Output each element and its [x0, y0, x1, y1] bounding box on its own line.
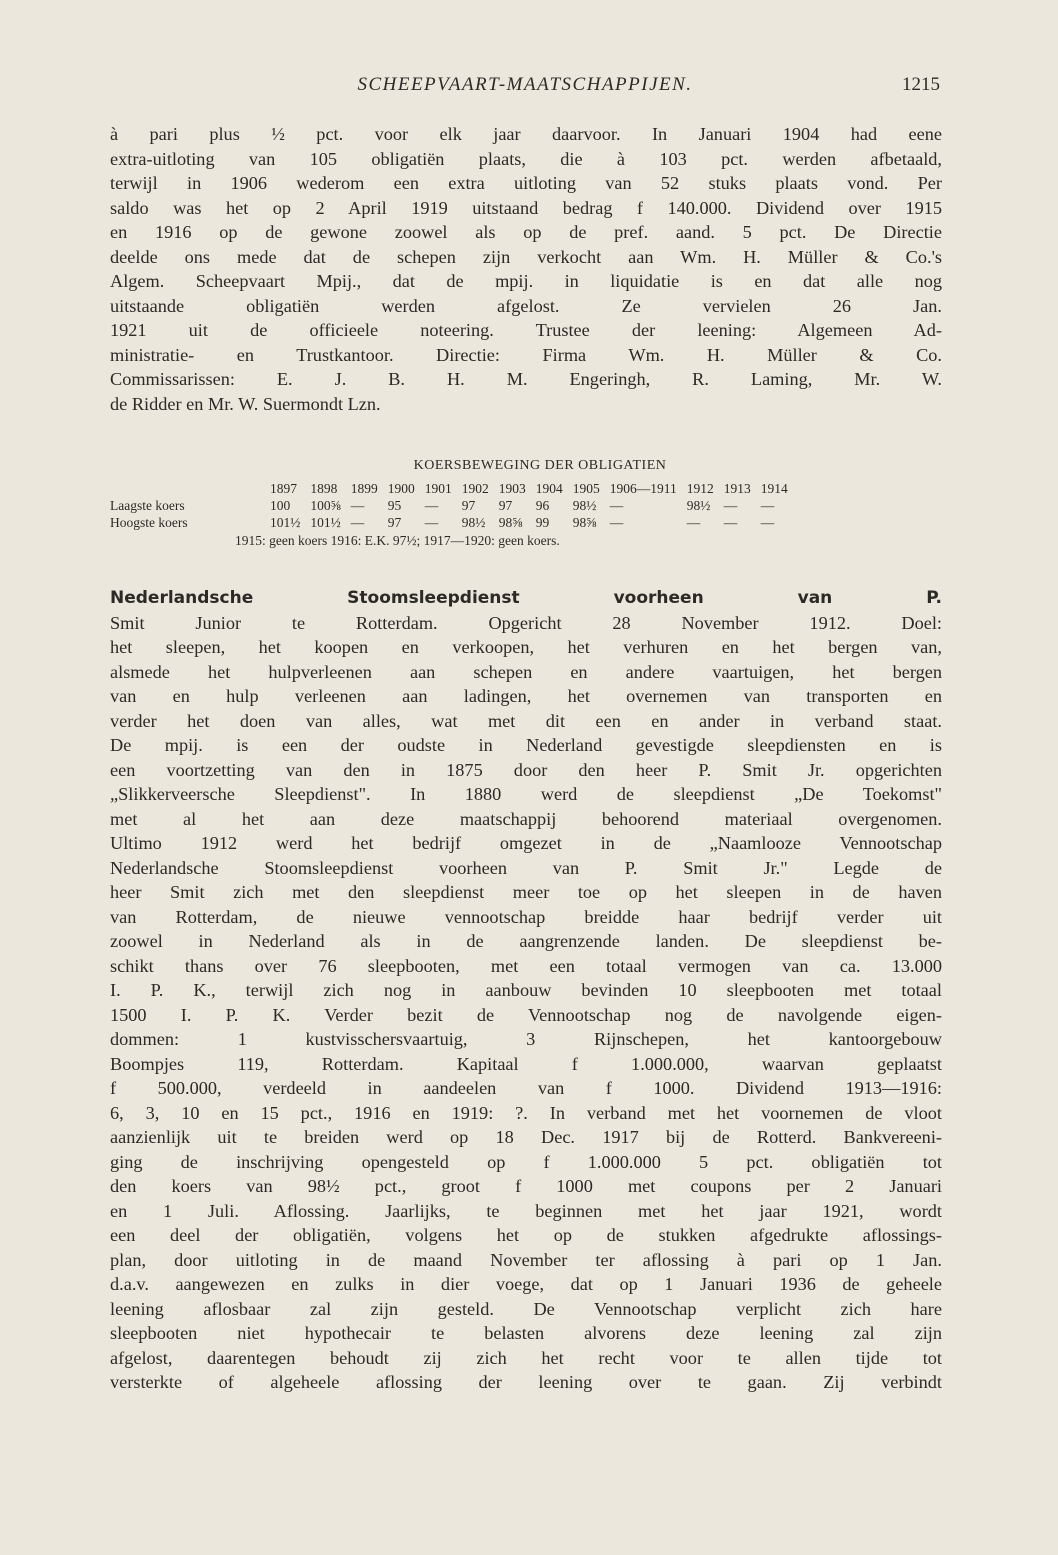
year-cell: 1899: [350, 480, 378, 496]
text-line: leening aflosbaar zal zijn gesteld. De Vennootschap verplicht zich hare: [110, 1298, 942, 1319]
text-line: Nederlandsche Stoomsleepdienst voorheen van P. Smit Jr." Legde de: [110, 857, 942, 878]
text-line: Ultimo 1912 werd het bedrijf omgezet in de „Naamlooze Vennootschap: [110, 833, 942, 853]
text-line: sleepbooten niet hypothecair te belasten alvorens deze leening zal zijn: [110, 1323, 942, 1343]
text-line: verder het doen van alles, wat met dit een en ander in verband staat.: [110, 710, 942, 731]
text-line: Commissarissen: E. J. B. H. M. Engeringh, R. Laming, Mr. W.: [110, 369, 942, 389]
value-cell: —: [723, 497, 738, 513]
year-cell: 1897: [270, 480, 297, 496]
text-line: à pari plus ½ pct. voor elk jaar daarvoor. In Januari 1904 had eene: [110, 124, 942, 144]
year-cell: 1903: [498, 480, 526, 496]
price-table: [110, 480, 793, 531]
table-row: [110, 514, 793, 531]
value-cell: —: [723, 514, 738, 530]
year-cell: 1913: [723, 480, 751, 496]
year-cell: 1912: [686, 480, 714, 496]
value-cell: —: [424, 514, 439, 530]
text-line: zoowel in Nederland als in de aangrenzende landen. De sleepdienst be-: [110, 931, 942, 951]
value-cell: —: [609, 497, 624, 513]
value-cell: 97: [498, 497, 513, 513]
value-cell: 95: [387, 497, 402, 513]
text-line: I. P. K., terwijl zich nog in aanbouw bevinden 10 sleepbooten met totaal: [110, 980, 942, 1000]
text-line: Boompjes 119, Rotterdam. Kapitaal f 1.000.000, waarvan geplaatst: [110, 1053, 942, 1074]
text-line: De mpij. is een der oudste in Nederland gevestigde sleepdiensten en is: [110, 735, 942, 755]
text-line: plan, door uitloting in de maand November ter aflossing à pari op 1 Jan.: [110, 1249, 942, 1270]
table-title: KOERSBEWEGING DER OBLIGATIEN: [413, 458, 667, 473]
empty-cell: [110, 480, 265, 497]
text-line: 6, 3, 10 en 15 pct., 1916 en 1919: ?. In verband met het voornemen de vloot: [110, 1102, 942, 1123]
text-line: versterkte of algeheele aflossing der leening over te gaan. Zij verbindt: [110, 1372, 942, 1392]
row-label: Hoogste koers: [110, 514, 188, 530]
table-footnote: 1915: geen koers 1916: E.K. 97½; 1917—1920: geen koers.: [235, 533, 560, 548]
section-heading: Nederlandsche Stoomsleepdienst voorheen van P.: [110, 588, 942, 608]
table-row: [110, 497, 793, 514]
text-line: aanzienlijk uit te breiden werd op 18 Dec. 1917 bij de Rotterd. Bankvereeni-: [110, 1127, 942, 1147]
text-line: „Slikkerveersche Sleepdienst". In 1880 werd de sleepdienst „De Toekomst": [110, 784, 942, 804]
year-cell: 1901: [424, 480, 452, 496]
value-cell: —: [760, 497, 775, 513]
running-title: SCHEEPVAART-MAATSCHAPPIJEN.: [357, 74, 693, 95]
value-cell: 96: [535, 497, 550, 513]
text-line: uitstaande obligatiën werden afgelost. Ze vervielen 26 Jan.: [110, 295, 942, 316]
text-line: extra-uitloting van 105 obligatiën plaats, die à 103 pct. werden afbetaald,: [110, 148, 942, 169]
value-cell: 98½: [686, 497, 711, 513]
koersbeweging-table: [110, 458, 940, 549]
page-header: [110, 74, 940, 104]
text-line: afgelost, daarentegen behoudt zij zich het recht voor te allen tijde tot: [110, 1347, 942, 1368]
text-line: Smit Junior te Rotterdam. Opgericht 28 November 1912. Doel:: [110, 612, 942, 633]
text-line: met al het aan deze maatschappij behoorend materiaal overgenomen.: [110, 808, 942, 829]
text-line: van en hulp verleenen aan ladingen, het overnemen van transporten en: [110, 686, 942, 706]
value-cell: —: [686, 514, 701, 530]
year-cell: 1904: [535, 480, 563, 496]
paragraph-previous-company: [110, 122, 942, 416]
value-cell: 97: [387, 514, 402, 530]
text-line: een voortzetting van den in 1875 door den heer P. Smit Jr. opgerichten: [110, 759, 942, 780]
text-line: heer Smit zich met den sleepdienst meer toe op het sleepen in de haven: [110, 882, 942, 902]
text-line: een deel der obligatiën, volgens het op de stukken afgedrukte aflossings-: [110, 1225, 942, 1245]
value-cell: 98⅝: [498, 514, 523, 530]
value-cell: 99: [535, 514, 550, 530]
value-cell: —: [350, 497, 365, 513]
text-line: en 1916 op de gewone zoowel als op de pref. aand. 5 pct. De Directie: [110, 222, 942, 242]
text-line: 1921 uit de officieele noteering. Trustee der leening: Algemeen Ad-: [110, 320, 942, 340]
value-cell: —: [760, 514, 775, 530]
value-cell: —: [350, 514, 365, 530]
text-line: en 1 Juli. Aflossing. Jaarlijks, te beginnen met het jaar 1921, wordt: [110, 1200, 942, 1221]
value-cell: 101½: [310, 514, 341, 530]
text-line: alsmede het hulpverleenen aan schepen en andere vaartuigen, het bergen: [110, 661, 942, 682]
paragraph-stoomsleepdienst: [110, 586, 942, 1395]
year-cell: 1900: [387, 480, 415, 496]
text-line: ging de inschrijving opengesteld op f 1.000.000 5 pct. obligatiën tot: [110, 1151, 942, 1172]
year-header-row: [110, 480, 793, 497]
text-line: dommen: 1 kustvisschersvaartuig, 3 Rijnschepen, het kantoorgebouw: [110, 1029, 942, 1049]
text-line: deelde ons mede dat de schepen zijn verkocht aan Wm. H. Müller & Co.'s: [110, 246, 942, 267]
text-line: den koers van 98½ pct., groot f 1000 met coupons per 2 Januari: [110, 1176, 942, 1196]
year-cell: 1906—1911: [609, 480, 677, 496]
text-line: Algem. Scheepvaart Mpij., dat de mpij. in liquidatie is en dat alle nog: [110, 271, 942, 291]
value-cell: —: [424, 497, 439, 513]
value-cell: —: [609, 514, 624, 530]
text-line: schikt thans over 76 sleepbooten, met een totaal vermogen van ca. 13.000: [110, 955, 942, 976]
value-cell: 100⅝: [310, 497, 341, 513]
value-cell: 98½: [572, 497, 597, 513]
value-cell: 101½: [270, 514, 301, 530]
value-cell: 100: [270, 497, 291, 513]
year-cell: 1905: [572, 480, 600, 496]
value-cell: 97: [461, 497, 476, 513]
text-line: 1500 I. P. K. Verder bezit de Vennootschap nog de navolgende eigen-: [110, 1004, 942, 1025]
value-cell: 98⅝: [572, 514, 597, 530]
year-cell: 1914: [760, 480, 788, 496]
text-line: saldo was het op 2 April 1919 uitstaand bedrag f 140.000. Dividend over 1915: [110, 197, 942, 218]
year-cell: 1902: [461, 480, 489, 496]
row-label: Laagste koers: [110, 497, 185, 513]
text-line: ministratie- en Trustkantoor. Directie: Firma Wm. H. Müller & Co.: [110, 344, 942, 365]
text-line: het sleepen, het koopen en verkoopen, het verhuren en het bergen van,: [110, 637, 942, 657]
text-line: d.a.v. aangewezen en zulks in dier voege, dat op 1 Januari 1936 de geheele: [110, 1274, 942, 1294]
text-line: de Ridder en Mr. W. Suermondt Lzn.: [110, 393, 381, 414]
year-cell: 1898: [310, 480, 338, 496]
text-line: terwijl in 1906 wederom een extra uitloting van 52 stuks plaats vond. Per: [110, 173, 942, 193]
page-number: 1215: [902, 74, 940, 95]
value-cell: 98½: [461, 514, 486, 530]
text-line: f 500.000, verdeeld in aandeelen van f 1000. Dividend 1913—1916:: [110, 1078, 942, 1098]
text-line: van Rotterdam, de nieuwe vennootschap breidde haar bedrijf verder uit: [110, 906, 942, 927]
